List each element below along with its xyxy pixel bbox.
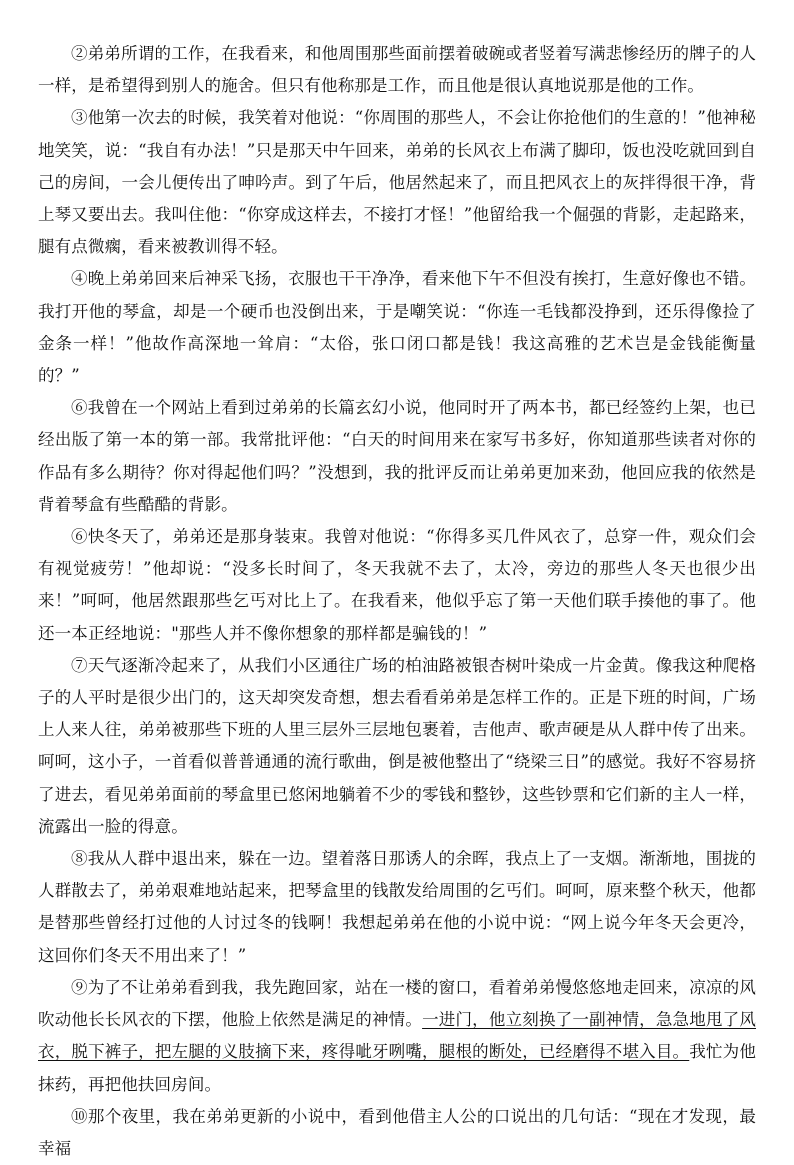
paragraph-8: ⑧我从人群中退出来，躲在一边。望着落日那诱人的余晖，我点上了一支烟。渐渐地，围拢的人群散去了，弟弟艰难地站起来，把琴盒里的钱散发给周围的乞丐们。呵呵，原来整个秋天，他都是替那些曾经打过他的人讨过冬的钱啊！我想起弟弟在他的小说中说：“网上说今年冬天会更冷，这回你们冬天不用出来了！” — [38, 849, 756, 965]
paragraph-9-underlined-sentence: 一进门，他立刻换了一副神情，急急地甩了风衣，脱下裤子，把左腿的义肢摘下来，疼得呲牙咧嘴，腿根的断处，已经磨得不堪入目。 — [38, 1010, 757, 1062]
paragraph-3: ③他第一次去的时候，我笑着对他说：“你周围的那些人，不会让你抢他们的生意的！”他神秘地笑笑，说：“我自有办法！”只是那天中午回来，弟弟的长风衣上布满了脚印，饭也没吃就回到自己的房间，一会儿便传出了呻吟声。到了午后，他居然起来了，而且把风衣上的灰拌得很干净，背上琴又要出去。我叫住他：“你穿成这样去，不接打才怪！”他留给我一个倔强的背影，走起路来，腿有点微瘸，看来被教训得不轻。 — [38, 108, 756, 257]
paragraph-9 — [0, 972, 794, 1101]
paragraph-9-tail: 我忙为他抹药，再把他扶回房间。 — [38, 1042, 756, 1094]
paragraph-9-lead: ⑨为了不让弟弟看到我，我先跑回家，站在一楼的窗口，看着弟弟慢悠悠地走回来，凉凉的风吹动他长长风衣的下摆，他脸上依然是满足的神情。 — [38, 977, 756, 1030]
paragraph-7: ⑦天气逐渐冷起来了，从我们小区通往广场的柏油路被银杏树叶染成一片金黄。像我这种爬格子的人平时是很少出门的，这天却突发奇想，想去看看弟弟是怎样工作的。正是下班的时间，广场上人来人往，弟弟被那些下班的人里三层外三层地包裹着，吉他声、歌声硬是从人群中传了出来。呵呵，这小子，一首看似普普通通的流行歌曲，倒是被他整出了“绕梁三日”的感觉。我好不容易挤了进去，看见弟弟面前的琴盒里已悠闲地躺着不少的零钱和整钞，这些钞票和它们新的主人一样，流露出一脸的得意。 — [38, 655, 756, 836]
paragraph-6: ⑥快冬天了，弟弟还是那身装束。我曾对他说：“你得多买几件风衣了，总穿一件，观众们会有视觉疲劳！”他却说：“没多长时间了，冬天我就不去了，太冷，旁边的那些人冬天也很少出来！”呵呵，他居然跟那些乞丐对比上了。在我看来，他似乎忘了第一天他们联手揍他的事了。他还一本正经地说："那些人并不像你想象的那样都是骗钱的！” — [38, 527, 756, 643]
paragraph-5: ⑥我曾在一个网站上看到过弟弟的长篇玄幻小说，他同时开了两本书，都已经签约上架，也已经出版了第一本的第一部。我常批评他：“白天的时间用来在家写书多好，你知道那些读者对你的作品有多么期待？你对得起他们吗？”没想到，我的批评反而让弟弟更加来劲，他回应我的依然是背着琴盒有些酷酷的背影。 — [38, 398, 756, 514]
document-page — [0, 38, 794, 1165]
paragraph-4: ④晚上弟弟回来后神采飞扬，衣服也干干净净，看来他下午不但没有挨打，生意好像也不错。我打开他的琴盒，却是一个硬币也没倒出来，于是嘲笑说：“你连一毛钱都没挣到，还乐得像捡了金条一样！”他故作高深地一耸肩：“太俗，张口闭口都是钱！我这高雅的艺术岂是金钱能衡量的？” — [38, 269, 756, 386]
paragraph-2: ②弟弟所谓的工作，在我看来，和他周围那些面前摆着破碗或者竖着写满悲惨经历的牌子的人一样，是希望得到别人的施舍。但只有他称那是工作，而且他是很认真地说那是他的工作。 — [38, 44, 756, 96]
paragraph-10: ⑩那个夜里，我在弟弟更新的小说中，看到他借主人公的口说出的几句话：“现在才发现，最幸福 — [38, 1106, 756, 1158]
